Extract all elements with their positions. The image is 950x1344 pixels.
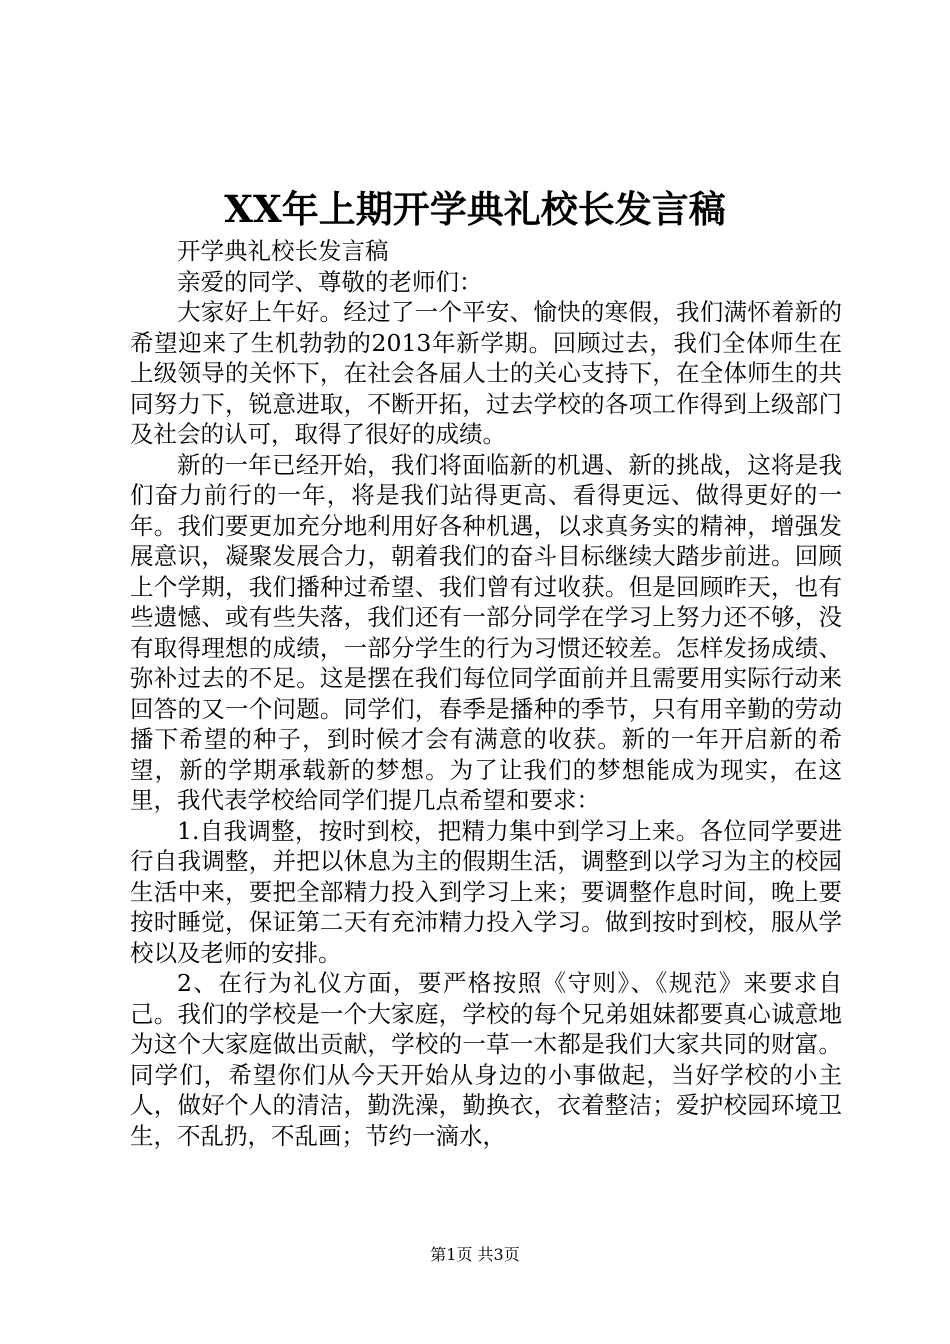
paragraph-point-2: 2、在行为礼仪方面，要严格按照《守则》、《规范》来要求自己。我们的学校是一个大家庭，学校的每个兄弟姐妹都要真心诚意地为这个大家庭做出贡献，学校的一草一木都是我们大家共同的财富。同学们，希望你们从今天开始从身边的小事做起，当好学校的小主人，做好个人的清洁，勤洗澡，勤换衣，衣着整洁；爱护校园环境卫生，不乱扔，不乱画；节约一滴水，	[130, 969, 842, 1150]
paragraph-new-year: 新的一年已经开始，我们将面临新的机遇、新的挑战，这将是我们奋力前行的一年，将是我们站得更高、看得更远、做得更好的一年。我们要更加充分地利用好各种机遇，以求真务实的精神，增强发展意识，凝聚发展合力，朝着我们的奋斗目标继续大踏步前进。回顾上个学期，我们播种过希望、我们曾有过收获。但是回顾昨天，也有些遗憾、或有些失落，我们还有一部分同学在学习上努力还不够，没有取得理想的成绩，一部分学生的行为习惯还较差。怎样发扬成绩、弥补过去的不足。这是摆在我们每位同学面前并且需要用实际行动来回答的又一个问题。同学们，春季是播种的季节，只有用辛勤的劳动播下希望的种子，到时候才会有满意的收获。新的一年开启新的希望，新的学期承载新的梦想。为了让我们的梦想能成为现实，在这里，我代表学校给同学们提几点希望和要求：	[130, 450, 842, 814]
page-footer: 第1页 共3页	[430, 1245, 520, 1264]
document-title: XX年上期开学典礼校长发言稿	[224, 187, 726, 231]
paragraph-heading: 开学典礼校长发言稿	[177, 237, 389, 265]
document-body	[130, 236, 842, 1151]
paragraph-salutation: 亲爱的同学、尊敬的老师们：	[177, 267, 483, 296]
paragraph-point-1: 1.自我调整，按时到校，把精力集中到学习上来。各位同学要进行自我调整，并把以休息为主的假期生活，调整到以学习为主的校园生活中来，要把全部精力投入到学习上来；要调整作息时间，晚上要按时睡觉，保证第二天有充沛精力投入学习。做到按时到校，服从学校以及老师的安排。	[130, 816, 842, 967]
paragraph-greeting: 大家好上午好。经过了一个平安、愉快的寒假，我们满怀着新的希望迎来了生机勃勃的2013年新学期。回顾过去，我们全体师生在上级领导的关怀下，在社会各届人士的关心支持下，在全体师生的共同努力下，锐意进取，不断开拓，过去学校的各项工作得到上级部门及社会的认可，取得了很好的成绩。	[130, 298, 842, 448]
